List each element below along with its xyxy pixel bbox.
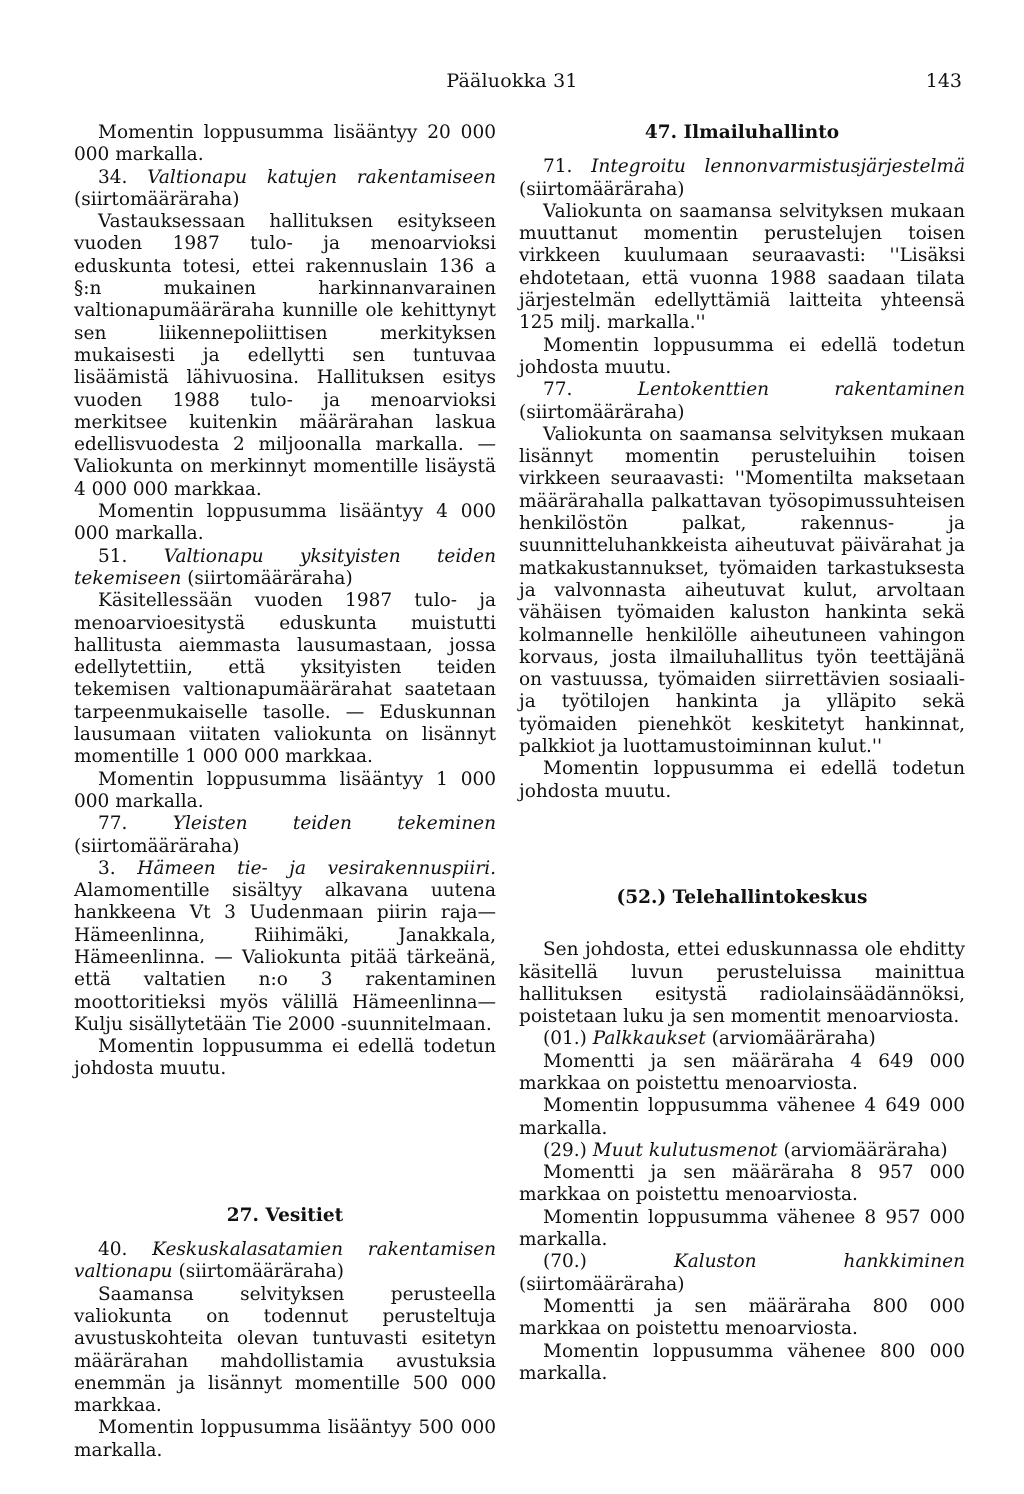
item-heading: (01.) Palkkaukset (arviomääräraha) xyxy=(543,1028,876,1050)
item-heading: 77. Lentokenttien rakentaminen (siirtomääräraha) xyxy=(519,379,965,423)
item-heading: 34. Valtionapu katujen rakentamiseen (siirtomääräraha) xyxy=(74,166,496,210)
page-number: 143 xyxy=(925,70,962,92)
paragraph: Momentin loppusumma lisääntyy 4 000 000 markalla. xyxy=(74,501,496,545)
item-heading: (70.) Kaluston hankkiminen (siirtomääräraha) xyxy=(519,1251,965,1295)
item-heading: 77. Yleisten teiden tekeminen (siirtomääräraha) xyxy=(74,813,496,857)
paragraph: Valiokunta on saamansa selvityksen mukaan muuttanut momentin perustelujen toisen virkkeen kuulumaan seuraavasti: ''Lisäksi ehdotetaan, että vuonna 1988 saadaan tilata järjestelmän edellyttämiä laitteita yhteensä 125 milj. markalla.'' xyxy=(519,200,965,334)
section-heading-52: (52.) Telehallintokeskus xyxy=(616,886,868,908)
paragraph: Momentin loppusumma vähenee 8 957 000 markalla. xyxy=(519,1206,965,1251)
paragraph: 3. Hämeen tie- ja vesirakennuspiiri. Alamomentille sisältyy alkavana uutena hankkeena Vt 3 Uudenmaan piirin raja—Hämeenlinna, Riihimäki, Janakkala, Hämeenlinna. — Valiokunta pitää tärkeänä, että valtatien n:o 3 rakentaminen moottoritieksi myös välillä Hämeenlinna—Kulju sisällytetään Tie 2000 -suunnitelmaan. xyxy=(74,857,496,1035)
paragraph: Vastauksessaan hallituksen esitykseen vuoden 1987 tulo- ja menoarvioksi eduskunta totesi, ettei rakennuslain 136 a §:n mukainen harkinnanvarainen valtionapumääräraha kunnille ole kehittynyt sen liikennepoliittisen merkityksen mukaisesti ja edellytti sen tuntuvaa lisäämistä lähivuosina. Hallituksen esitys vuoden 1988 tulo- ja menoarvioksi merkitsee kuitenkin määrärahan laskua edellisvuodesta 2 miljoonalla markalla. — Valiokunta on merkinnyt momentille lisäystä 4 000 000 markkaa. xyxy=(74,211,496,500)
paragraph: Momentin loppusumma lisääntyy 20 000 000 markalla. xyxy=(74,122,496,166)
paragraph: Momentin loppusumma lisääntyy 500 000 markalla. xyxy=(74,1417,496,1461)
paragraph: Momentin loppusumma ei edellä todetun johdosta muutu. xyxy=(519,758,965,802)
item-heading: (29.) Muut kulutusmenot (arviomääräraha) xyxy=(543,1139,948,1161)
paragraph: Momentin loppusumma ei edellä todetun johdosta muutu. xyxy=(74,1036,496,1080)
item-heading: 51. Valtionapu yksityisten teiden tekemiseen (siirtomääräraha) xyxy=(74,545,496,589)
section-heading-27: 27. Vesitiet xyxy=(226,1204,344,1226)
paragraph: Saamansa selvityksen perusteella valiokunta on todennut perusteltuja avustuskohteita olevan tuntuvasti esitetyn määrärahan mahdollistamia avustuksia enemmän ja lisännyt momentille 500 000 markkaa. xyxy=(74,1283,496,1417)
paragraph: Momentin loppusumma vähenee 800 000 markalla. xyxy=(519,1340,965,1384)
paragraph: Käsitellessään vuoden 1987 tulo- ja menoarvioesitystä eduskunta muistutti hallitusta aiemmasta lausumastaan, jossa edellytettiin, että yksityisten teiden tekemisen valtionapumäärärahat saatetaan tarpeenmukaiselle tasolle. — Eduskunnan lausumaan viitaten valiokunta on lisännyt momentille 1 000 000 markkaa. xyxy=(74,590,496,768)
section-heading-47: 47. Ilmailuhallinto xyxy=(644,122,840,143)
paragraph: Momentti ja sen määräraha 4 649 000 markkaa on poistettu menoarviosta. xyxy=(519,1050,965,1094)
left-column xyxy=(74,122,496,1462)
right-column xyxy=(519,122,965,1385)
paragraph: Momentin loppusumma lisääntyy 1 000 000 markalla. xyxy=(74,768,496,812)
paragraph: Sen johdosta, ettei eduskunnassa ole ehditty käsitellä luvun perusteluissa mainittua hallituksen esitystä radiolainsäädännöksi, poistetaan luku ja sen momentit menoarviosta. xyxy=(519,939,965,1028)
item-heading: 71. Integroitu lennonvarmistusjärjestelmä (siirtomääräraha) xyxy=(519,156,965,200)
paragraph: Momentti ja sen määräraha 800 000 markkaa on poistettu menoarviosta. xyxy=(519,1295,965,1340)
item-heading: 40. Keskuskalasatamien rakentamisen valtionapu (siirtomääräraha) xyxy=(74,1239,496,1283)
paragraph: Valiokunta on saamansa selvityksen mukaan lisännyt momentin perusteluihin toisen virkkeen seuraavasti: ''Momentilta maksetaan määrärahalla palkattavan työsopimussuhteisen henkilöstön palkat, rakennus- ja suunnitteluhankkeista aiheutuvat päivärahat ja matkakustannukset, työmaiden tarkastuksesta ja valvonnasta aiheutuvat kulut, arvoltaan vähäisen työmaiden kaluston hankinta sekä kolmannelle henkilölle aiheutuneen vahingon korvaus, josta ilmailuhallitus työn teettäjänä on vastuussa, työmaiden siirrettävien sosiaali- ja työtilojen hankinta ja ylläpito sekä työmaiden pienehköt keskitetyt hankinnat, palkkiot ja luottamustoiminnan kulut.'' xyxy=(519,423,965,758)
paragraph: Momentin loppusumma vähenee 4 649 000 markalla. xyxy=(519,1095,965,1139)
page-header-title: Pääluokka 31 xyxy=(446,70,578,92)
paragraph: Momentin loppusumma ei edellä todetun johdosta muutu. xyxy=(519,334,965,378)
paragraph: Momentti ja sen määräraha 8 957 000 markkaa on poistettu menoarviosta. xyxy=(519,1162,965,1206)
